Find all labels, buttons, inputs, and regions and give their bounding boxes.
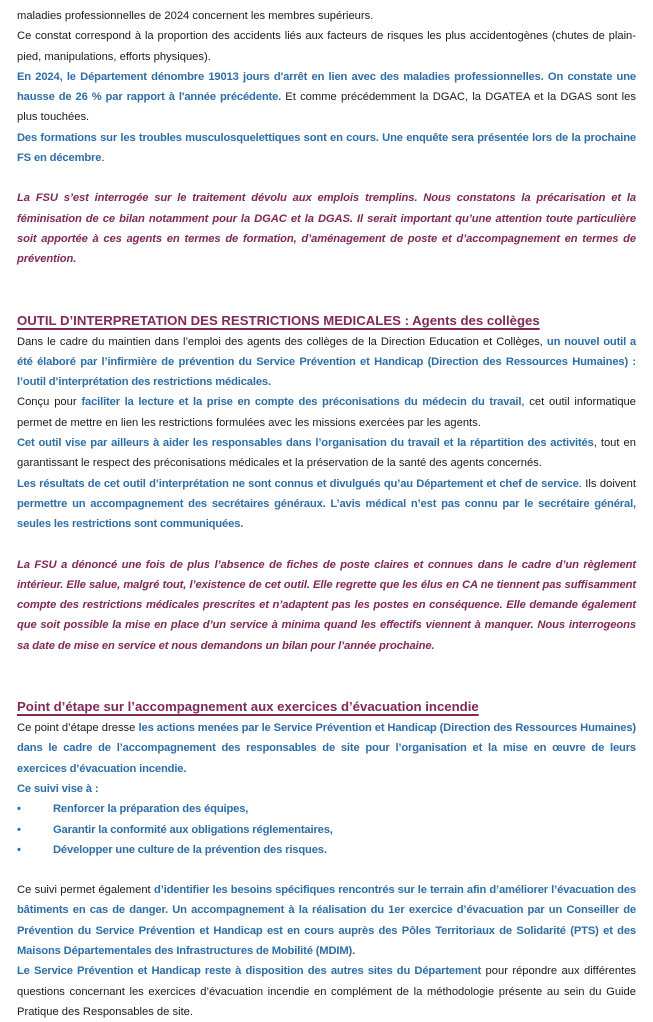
s1-paragraph-1 [17,332,636,393]
s2-highlight-2: Ce suivi vise à : [17,782,99,795]
s1-paragraph-2 [17,392,636,433]
intro-text-2: Ce constat correspond à la proportion des accidents liés aux facteurs de risques les plus accidentogènes (chutes de plain-pied, manipulations, efforts physiques). [17,30,636,63]
section-heading-medical-restrictions: OUTIL D’INTERPRETATION DES RESTRICTIONS MEDICALES : Agents des collèges [17,312,540,328]
s2-paragraph-2 [17,779,636,799]
s1-text-1: Dans le cadre du maintien dans l’emploi des agents des collèges de la Direction Education et Collèges, [17,335,547,348]
intro-paragraph-2 [17,26,636,67]
s1-text-2b: , cet outil informatique permet de mettre en lien les restrictions formulées avec les missions exercées par les agents. [17,396,636,429]
s1-highlight-3: Cet outil vise par ailleurs à aider les responsables dans l’organisation du travail et la répartition des activités [17,437,594,450]
spacer [17,168,636,188]
intro-highlight-3: En 2024, le Département dénombre 19013 jours d'arrêt en lien avec des maladies professionnelles. On constate une hausse de 26 % par rapport à l'année précédente. [17,70,636,104]
s1-paragraph-4 [17,474,636,535]
intro-text-4: . [101,152,105,165]
spacer [17,270,636,310]
s2-highlight-1: les actions menées par le Service Prévention et Handicap (Direction des Ressources Humaines) dans le cadre de l’accompagnement des responsables de site pour l’organisation et la mise en œuvre de leurs exercices d’évacuation incendie. [17,722,636,775]
intro-text-3: Et comme précédemment la DGAC, la DGATEA et la DGAS sont les plus touchées. [17,91,636,124]
s2-paragraph-4 [17,961,636,1022]
intro-paragraph-1 [17,6,636,26]
s2-text-1: Ce point d’étape dresse [17,722,139,735]
list-item-text: Garantir la conformité aux obligations réglementaires, [53,823,333,836]
list-item-text: Développer une culture de la prévention des risques. [53,843,327,856]
bullet-icon: • [17,823,21,836]
s2-text-4: pour répondre aux différentes questions concernant les exercices d’évacuation incendie en complément de la méthodologie présente au sein du Guide Pratique des Responsables de site. [17,965,637,1018]
s1-text-2a: Conçu pour [17,396,82,409]
intro-paragraph-3 [17,67,636,128]
intro-text-1: maladies professionnelles de 2024 concernent les membres supérieurs. [17,10,374,22]
list-item [17,799,636,819]
s1-text-4: . Ils doivent [578,477,637,490]
s1-paragraph-3 [17,433,636,474]
list-item [17,840,636,860]
fsu-statement-section1: La FSU a dénoncé une fois de plus l’absence de fiches de poste claires et connues dans le cadre d’un règlement intérieur. Elle salue, malgré tout, l’existence de cet outil. Elle regrette que les élus en CA ne tiennent pas suffisamment compte des restrictions médicales prescrites et n’adaptent pas les postes en conséquence. Elle demande également que soit possible la mise en place d’un service à minima quand les effectifs viennent à manquer. Nous interrogeons sa date de mise en service et nous demandons un bilan pour l’année prochaine. [17,558,636,652]
s1-highlight-1: un nouvel outil a été élaboré par l’infirmière de prévention du Service Prévention et Handicap (Direction des Ressources Humaines) : l’outil d’interprétation des restrictions médicales. [17,335,637,389]
s1-highlight-2: faciliter la lecture et la prise en compte des préconisations du médecin du travail [81,396,522,409]
intro-highlight-4: Des formations sur les troubles musculosquelettiques sont en cours. Une enquête sera présentée lors de la prochaine FS en décembre [17,131,636,165]
s1-highlight-4b: permettre un accompagnement des secrétaires généraux. L’avis médical n’est pas connu par le secrétaire général, seules les restrictions sont communiquées. [17,497,636,531]
s2-paragraph-3 [17,880,636,961]
spacer [17,860,636,880]
section-heading-evacuation: Point d’étape sur l’accompagnement aux exercices d’évacuation incendie [17,699,479,715]
objectives-list [17,799,636,860]
list-item [17,820,636,840]
bullet-icon: • [17,803,21,816]
s1-highlight-4a: Les résultats de cet outil d’interprétation ne sont connus et divulgués qu’au Département et chef de service [17,477,579,490]
s2-highlight-4: Le Service Prévention et Handicap reste à disposition des autres sites du Département [17,965,482,978]
bullet-icon: • [17,843,21,856]
s2-paragraph-1 [17,718,636,779]
s2-text-3: Ce suivi permet également [17,884,154,897]
list-item-text: Renforcer la préparation des équipes, [53,803,249,816]
s2-highlight-3: d’identifier les besoins spécifiques rencontrés sur le terrain afin d’améliorer l’évacuation des bâtiments en cas de danger. Un accompagnement à la réalisation du 1er exercice d’évacuation par un Conseiller de Prévention du Service Prévention et Handicap est en cours auprès des Pôles Territoriaux de Solidarité (PTS) et des Maisons Départementales des Infrastructures de Mobilité (MDIM). [17,884,636,957]
spacer [17,535,636,555]
s1-text-3: , tout en garantissant le respect des préconisations médicales et la préservation de la santé des agents concernés. [17,437,636,470]
fsu-statement-intro: La FSU s’est interrogée sur le traitement dévolu aux emplois tremplins. Nous constatons la précarisation et la féminisation de ce bilan notamment pour la DGAC et la DGAS. Il serait important qu’une attention toute particulière soit apportée à ces agents en termes de formation, d’aménagement de poste et d’accompagnement en termes de prévention. [17,192,636,266]
intro-paragraph-4 [17,128,636,169]
spacer [17,656,636,696]
